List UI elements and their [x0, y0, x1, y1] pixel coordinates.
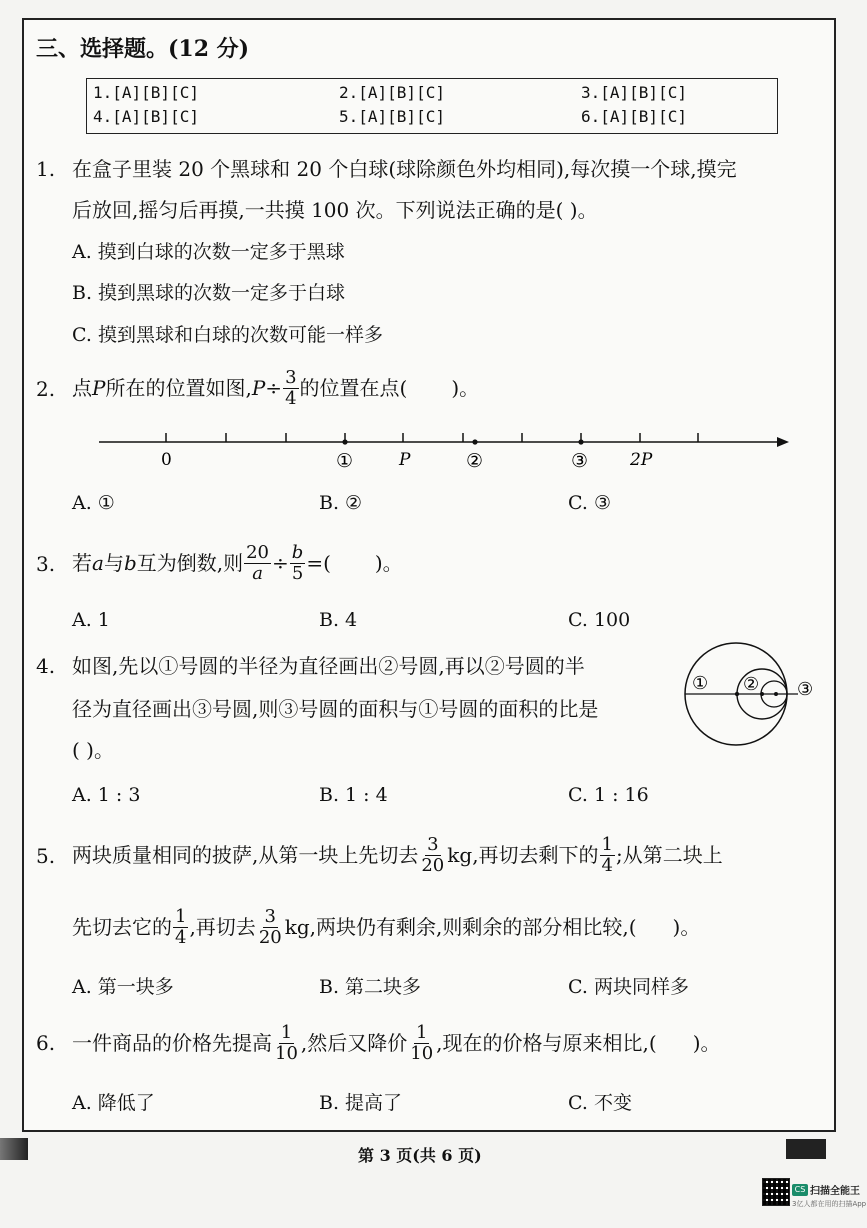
- qr-code-icon: [762, 1178, 790, 1206]
- q5-l1-fraction-2: [600, 835, 615, 876]
- q3-var-a: a: [92, 551, 104, 575]
- q3-option-c[interactable]: C. 100: [568, 609, 631, 631]
- q6-c: ,现在的价格与原来相比,(: [436, 1031, 657, 1055]
- q5-l1-f1-num: 3: [427, 833, 439, 855]
- q5-l1-f2-den: 4: [601, 854, 613, 876]
- q5-l2-f1-num: 1: [175, 905, 187, 927]
- q4-text-line1: 如图,先以①号圆的半径为直径画出②号圆,再以②号圆的半: [72, 654, 585, 678]
- q6-b: ,然后又降价: [300, 1031, 408, 1055]
- q6-f1-num: 1: [280, 1021, 293, 1043]
- q5-option-b[interactable]: B. 第二块多: [319, 976, 422, 998]
- q5-l1-fraction-1: [419, 835, 446, 876]
- answer-cell-6[interactable]: 6.[A][B][C]: [581, 107, 687, 126]
- q5-l2-b: ,再切去: [189, 915, 256, 939]
- q5-l1-b: kg,再切去剩下的: [447, 843, 599, 867]
- q5-l1-f1-den: 20: [421, 854, 445, 876]
- q3-option-b[interactable]: B. 4: [319, 609, 358, 631]
- answer-cell-3[interactable]: 3.[A][B][C]: [581, 83, 687, 102]
- q6-option-b[interactable]: B. 提高了: [319, 1092, 403, 1114]
- q4-text-line2: 径为直径画出③号圆,则③号圆的面积与①号圆的面积的比是: [72, 697, 599, 721]
- q1-option-b[interactable]: B. 摸到黑球的次数一定多于白球: [72, 282, 346, 304]
- q5-l1-a: 两块质量相同的披萨,从第一块上先切去: [72, 843, 419, 867]
- q3-end: )。: [374, 551, 403, 575]
- q2-var-p: P: [92, 376, 106, 400]
- label-point-3: ③: [571, 450, 589, 472]
- q6-fraction-1: [273, 1023, 300, 1064]
- q2-frac-num: 3: [285, 366, 297, 388]
- answer-cell-1[interactable]: 1.[A][B][C]: [93, 83, 199, 102]
- number-line-arrow: [777, 437, 789, 447]
- q2-op: ÷: [265, 376, 283, 400]
- q4-option-a[interactable]: A. 1 : 3: [72, 784, 141, 806]
- q5-text-line1: [72, 828, 723, 882]
- q5-l1-f2-num: 1: [601, 833, 613, 855]
- q6-fraction-2: [408, 1023, 435, 1064]
- q3-mid2: 互为倒数,则: [136, 551, 244, 575]
- q5-l2-f1-den: 4: [175, 926, 187, 948]
- q5-l2-a: 先切去它的: [72, 915, 172, 939]
- q4-option-b[interactable]: B. 1 : 4: [319, 784, 388, 806]
- q2-var-p-2: P: [251, 376, 266, 400]
- q3-f2-den: 5: [291, 562, 304, 584]
- circle-label-2: ②: [743, 674, 760, 695]
- q3-f1-den: a: [252, 562, 263, 584]
- q5-l2-f2-den: 20: [258, 926, 282, 948]
- q3-op: ÷: [272, 551, 289, 575]
- circles-figure: [680, 640, 830, 752]
- q3-var-b: b: [123, 551, 137, 575]
- q2-option-a[interactable]: A. ①: [72, 492, 115, 514]
- center-3: [774, 692, 778, 696]
- q1-option-a[interactable]: A. 摸到白球的次数一定多于黑球: [72, 241, 345, 263]
- q6-option-c[interactable]: C. 不变: [568, 1092, 632, 1114]
- q2-text: [72, 364, 479, 412]
- q3-number: 3.: [36, 552, 56, 576]
- answer-cell-2[interactable]: 2.[A][B][C]: [339, 83, 445, 102]
- q4-number: 4.: [36, 654, 56, 678]
- q6-a: 一件商品的价格先提高: [72, 1031, 272, 1055]
- q5-option-c[interactable]: C. 两块同样多: [568, 976, 689, 998]
- center-1: [735, 692, 739, 696]
- q2-option-c[interactable]: C. ③: [568, 492, 611, 514]
- point-1-dot: [342, 439, 347, 444]
- q2-pre: 点: [72, 376, 92, 400]
- label-point-1: ①: [336, 450, 354, 472]
- q4-text-line3: ( )。: [72, 738, 114, 762]
- q3-mid1: 与: [103, 551, 124, 575]
- q6-f2-den: 10: [410, 1042, 434, 1064]
- q3-eq: =(: [306, 551, 331, 575]
- answer-cell-4[interactable]: 4.[A][B][C]: [93, 107, 199, 126]
- q5-l1-c: ;从第二块上: [616, 843, 723, 867]
- watermark-name: 扫描全能王: [810, 1186, 860, 1197]
- q3-text: [72, 538, 403, 588]
- q5-number: 5.: [36, 844, 56, 868]
- q1-option-c[interactable]: C. 摸到黑球和白球的次数可能一样多: [72, 324, 383, 346]
- q5-l2-fraction-2: [257, 907, 284, 948]
- q2-mid: 所在的位置如图,: [105, 376, 252, 400]
- q5-text-line2: [72, 900, 700, 954]
- label-zero: 0: [161, 450, 172, 470]
- q5-l2-c: kg,两块仍有剩余,则剩余的部分相比较,(: [284, 915, 637, 939]
- q2-fraction: [283, 368, 298, 409]
- point-2-dot: [472, 439, 477, 444]
- q4-option-c[interactable]: C. 1 : 16: [568, 784, 649, 806]
- q5-option-a[interactable]: A. 第一块多: [72, 976, 174, 998]
- q6-f2-num: 1: [415, 1021, 428, 1043]
- q3-pre: 若: [72, 551, 92, 575]
- q5-l2-end: )。: [672, 915, 701, 939]
- answer-grid: [86, 78, 778, 134]
- registration-mark-left: [0, 1138, 28, 1160]
- circle-label-1: ①: [692, 673, 709, 694]
- q6-option-a[interactable]: A. 降低了: [72, 1092, 155, 1114]
- page-number: 第 3 页(共 6 页): [358, 1146, 482, 1165]
- q3-option-a[interactable]: A. 1: [72, 609, 110, 631]
- q2-post: 的位置在点(: [299, 376, 408, 400]
- section-title: 三、选择题。(12 分): [36, 36, 250, 62]
- q1-text-line1: 在盒子里装 20 个黑球和 20 个白球(球除颜色外均相同),每次摸一个球,摸完: [72, 157, 737, 181]
- q2-frac-den: 4: [285, 387, 297, 409]
- number-line: [95, 428, 795, 478]
- q6-text: [72, 1016, 721, 1070]
- q2-option-b[interactable]: B. ②: [319, 492, 363, 514]
- center-2: [760, 692, 764, 696]
- q3-f2-num: b: [291, 541, 304, 563]
- q2-number: 2.: [36, 377, 56, 401]
- q1-text-line2: 后放回,摇匀后再摸,一共摸 100 次。下列说法正确的是( )。: [72, 198, 598, 222]
- label-p: P: [399, 450, 411, 470]
- q3-fraction-2: [290, 543, 306, 584]
- q3-fraction-1: [244, 543, 271, 584]
- q5-l2-f2-num: 3: [264, 905, 276, 927]
- scanner-logo-icon: CS: [792, 1184, 808, 1196]
- q2-end: )。: [451, 376, 480, 400]
- label-point-2: ②: [466, 450, 484, 472]
- label-2p: 2P: [630, 450, 653, 470]
- q1-number: 1.: [36, 157, 56, 181]
- q6-f1-den: 10: [275, 1042, 298, 1064]
- answer-cell-5[interactable]: 5.[A][B][C]: [339, 107, 445, 126]
- q3-f1-num: 20: [246, 541, 270, 563]
- q5-l2-fraction-1: [173, 907, 188, 948]
- registration-mark-right: [786, 1139, 826, 1159]
- circle-label-3: ③: [797, 679, 814, 700]
- q6-end: )。: [692, 1031, 721, 1055]
- q6-number: 6.: [36, 1031, 56, 1055]
- number-line-ticks: [166, 433, 698, 442]
- point-3-dot: [578, 439, 583, 444]
- watermark-subtitle: 3亿人都在用的扫描App: [792, 1200, 867, 1208]
